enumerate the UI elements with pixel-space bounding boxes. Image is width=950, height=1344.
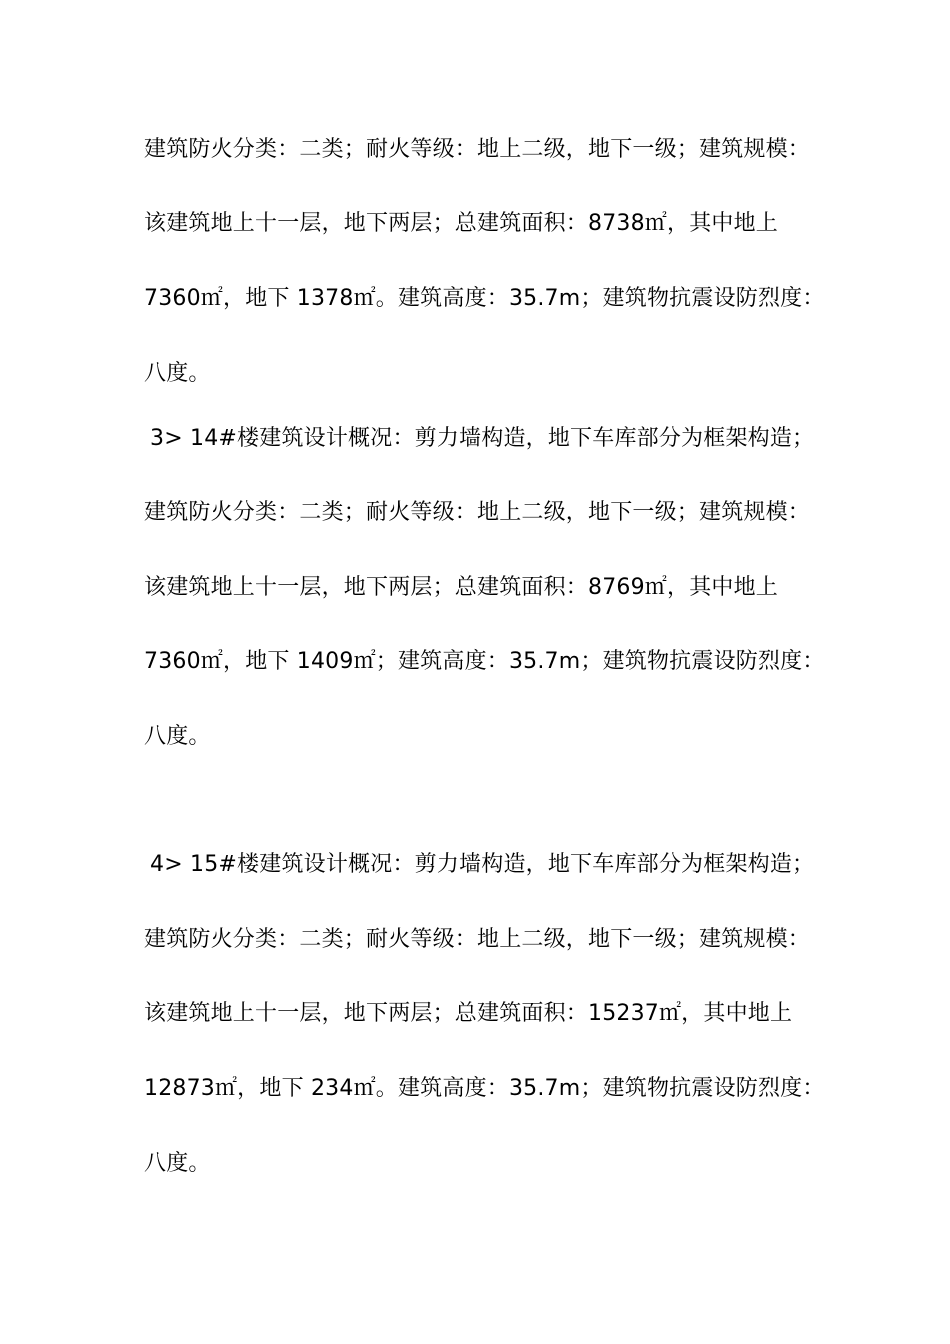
text-line: 建筑防火分类：二类；耐火等级：地上二级，地下一级；建筑规模： xyxy=(144,500,811,525)
text-line: 八度。 xyxy=(144,724,211,749)
text-line: 该建筑地上十一层，地下两层；总建筑面积：8738㎡，其中地上 xyxy=(144,211,778,236)
text-line: 八度。 xyxy=(144,1151,211,1176)
text-line: 7360㎡，地下 1378㎡。建筑高度：35.7m；建筑物抗震设防烈度： xyxy=(144,286,825,311)
text-line: 该建筑地上十一层，地下两层；总建筑面积：15237㎡，其中地上 xyxy=(144,1001,793,1026)
text-line: 12873㎡，地下 234㎡。建筑高度：35.7m；建筑物抗震设防烈度： xyxy=(144,1076,825,1101)
text-line: 7360㎡，地下 1409㎡；建筑高度：35.7m；建筑物抗震设防烈度： xyxy=(144,649,825,674)
section-heading: 3> 14#楼建筑设计概况：剪力墙构造，地下车库部分为框架构造； xyxy=(150,426,815,451)
text-line: 八度。 xyxy=(144,361,211,386)
text-line: 该建筑地上十一层，地下两层；总建筑面积：8769㎡，其中地上 xyxy=(144,575,778,600)
section-heading: 4> 15#楼建筑设计概况：剪力墙构造，地下车库部分为框架构造； xyxy=(150,852,815,877)
text-line: 建筑防火分类：二类；耐火等级：地上二级，地下一级；建筑规模： xyxy=(144,927,811,952)
text-line: 建筑防火分类：二类；耐火等级：地上二级，地下一级；建筑规模： xyxy=(144,137,811,162)
